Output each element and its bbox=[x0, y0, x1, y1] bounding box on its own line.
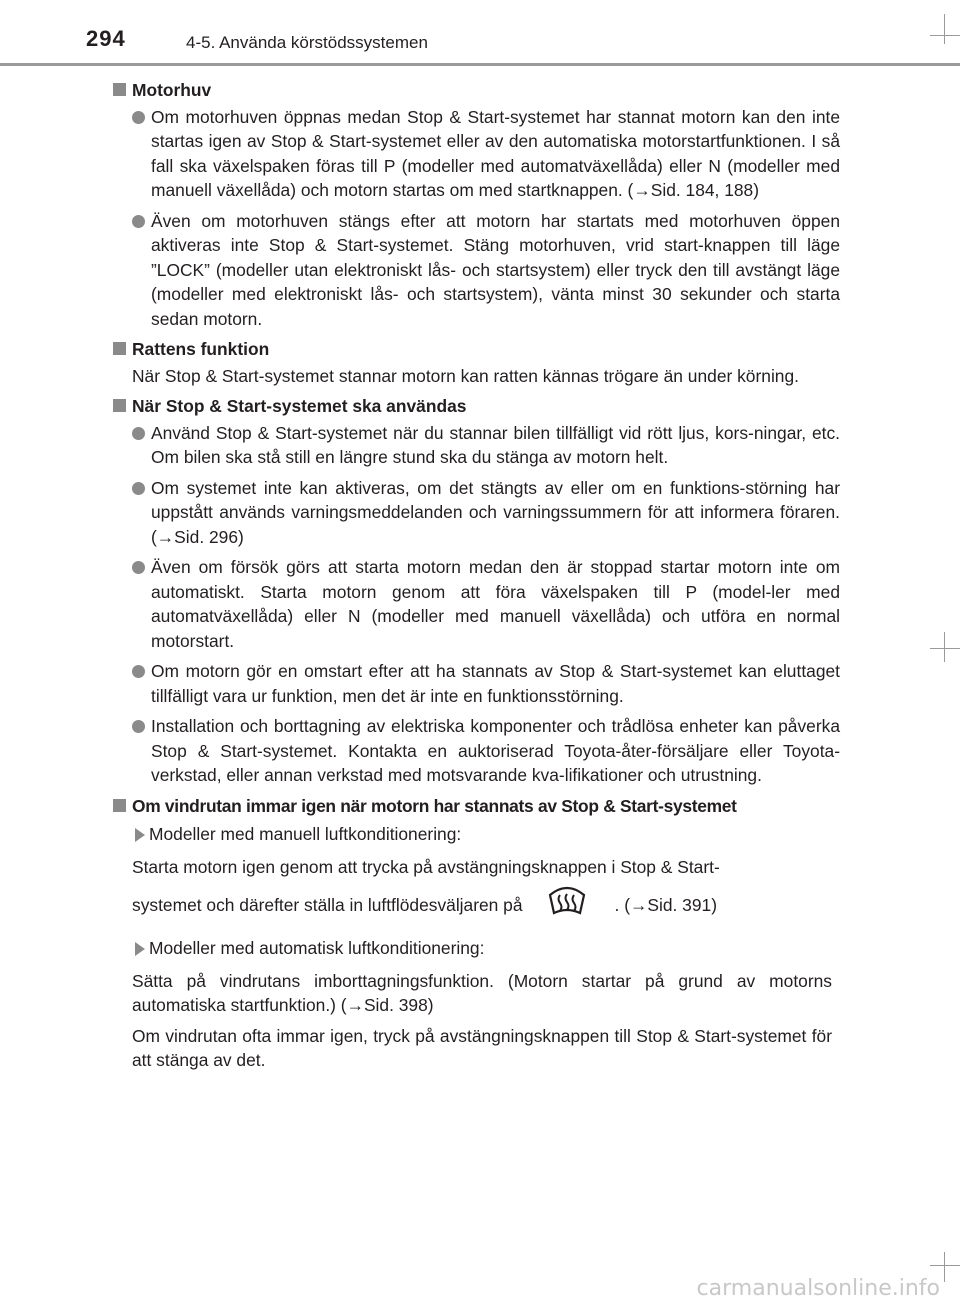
subheading-automatic: Modeller med automatisk luftkonditionering: bbox=[111, 936, 840, 961]
section-rattens-funktion bbox=[111, 337, 840, 388]
circle-bullet-icon bbox=[132, 561, 145, 574]
square-bullet-icon bbox=[113, 399, 126, 412]
crop-mark bbox=[944, 1252, 945, 1282]
list-item: Även om motorhuven stängs efter att motorn har startats med motorhuven öppen aktiveras inte Stop & Start-systemet. Stäng motorhuven, vrid start-knappen till läge ”LOCK” (modeller utan elektroniskt lås- och startsystem) eller tryck den till avstängt läge (modeller med elektroniskt lås- och startsystem), vänta minst 30 sekunder och starta sedan motorn. bbox=[111, 209, 840, 332]
paragraph: Om vindrutan ofta immar igen, tryck på avstängningsknappen till Stop & Start-systemet för att stänga av det. bbox=[132, 1025, 832, 1070]
list-item: Om systemet inte kan aktiveras, om det stängts av eller om en funktions-störning har uppstått används varningsmeddelanden och varningssummern för att informera föraren. (→Sid. 296) bbox=[111, 476, 840, 550]
list-item: Installation och borttagning av elektriska komponenter och trådlösa enheter kan påverka Stop & Start-systemet. Kontakta en auktoriserad Toyota-åter-försäljare eller Toyota-verkstad, eller annan verkstad med motsvarande kva-lifikationer och utrustning. bbox=[111, 714, 840, 788]
square-bullet-icon bbox=[113, 342, 126, 355]
paragraph: Sätta på vindrutans imborttagningsfunktion. (Motorn startar på grund av motorns automatiska startfunktion.) (→Sid. 398) bbox=[132, 970, 832, 1015]
windshield-defroster-icon bbox=[547, 883, 587, 930]
list-item: Om motorn gör en omstart efter att ha stannats av Stop & Start-systemet kan eluttaget tillfälligt vara ur funktion, men det är inte en funktionsstörning. bbox=[111, 659, 840, 708]
crop-mark bbox=[930, 1265, 960, 1266]
crop-mark bbox=[930, 648, 960, 649]
section-title: Rattens funktion bbox=[111, 337, 840, 362]
header-rule bbox=[0, 63, 960, 66]
list-item: Använd Stop & Start-systemet när du stannar bilen tillfälligt vid rött ljus, kors-ningar, etc. Om bilen ska stå still en längre stund ska du stänga av motorn helt. bbox=[111, 421, 840, 470]
paragraph: systemet och därefter ställa in luftflödesväljaren på . (→Sid. 391) bbox=[111, 883, 840, 930]
section-title: Om vindrutan immar igen när motorn har stannats av Stop & Start-systemet bbox=[111, 794, 840, 819]
paragraph: Starta motorn igen genom att trycka på avstängningsknappen i Stop & Start- bbox=[132, 856, 720, 877]
circle-bullet-icon bbox=[132, 665, 145, 678]
page-number: 294 bbox=[86, 26, 126, 51]
paragraph: När Stop & Start-systemet stannar motorn kan ratten kännas trögare än under körning. bbox=[132, 365, 799, 386]
footer-watermark: carmanualsonline.info bbox=[696, 1276, 940, 1301]
circle-bullet-icon bbox=[132, 482, 145, 495]
section-vindrutan bbox=[111, 794, 840, 1073]
section-motorhuv bbox=[111, 78, 840, 331]
square-bullet-icon bbox=[113, 799, 126, 812]
crop-mark bbox=[930, 35, 960, 36]
crop-mark bbox=[944, 632, 945, 662]
circle-bullet-icon bbox=[132, 427, 145, 440]
triangle-bullet-icon bbox=[135, 828, 145, 842]
circle-bullet-icon bbox=[132, 111, 145, 124]
section-title: När Stop & Start-systemet ska användas bbox=[111, 394, 840, 419]
subheading-manual: Modeller med manuell luftkonditionering: bbox=[111, 822, 840, 847]
page-content bbox=[111, 78, 840, 1079]
square-bullet-icon bbox=[113, 83, 126, 96]
section-nar-stop-start bbox=[111, 394, 840, 788]
crop-mark bbox=[944, 14, 945, 44]
running-head: 4-5. Använda körstödssystemen bbox=[186, 33, 428, 52]
triangle-bullet-icon bbox=[135, 942, 145, 956]
circle-bullet-icon bbox=[132, 720, 145, 733]
circle-bullet-icon bbox=[132, 215, 145, 228]
list-item: Om motorhuven öppnas medan Stop & Start-systemet har stannat motorn kan den inte startas igen av Stop & Start-systemet eller av den automatiska motorstartfunktionen. I så fall ska växelspaken föras till P (modeller med automatväxellåda) eller N (modeller med manuell växellåda) och motorn startas om med startknappen. (→Sid. 184, 188) bbox=[111, 105, 840, 203]
list-item: Även om försök görs att starta motorn medan den är stoppad startar motorn inte om automatiskt. Starta motorn genom att föra växelspaken till P (model-ler med automatväxellåda) eller N (modeller med manuell växellåda) och utföra en normal motorstart. bbox=[111, 555, 840, 653]
section-title: Motorhuv bbox=[111, 78, 840, 103]
